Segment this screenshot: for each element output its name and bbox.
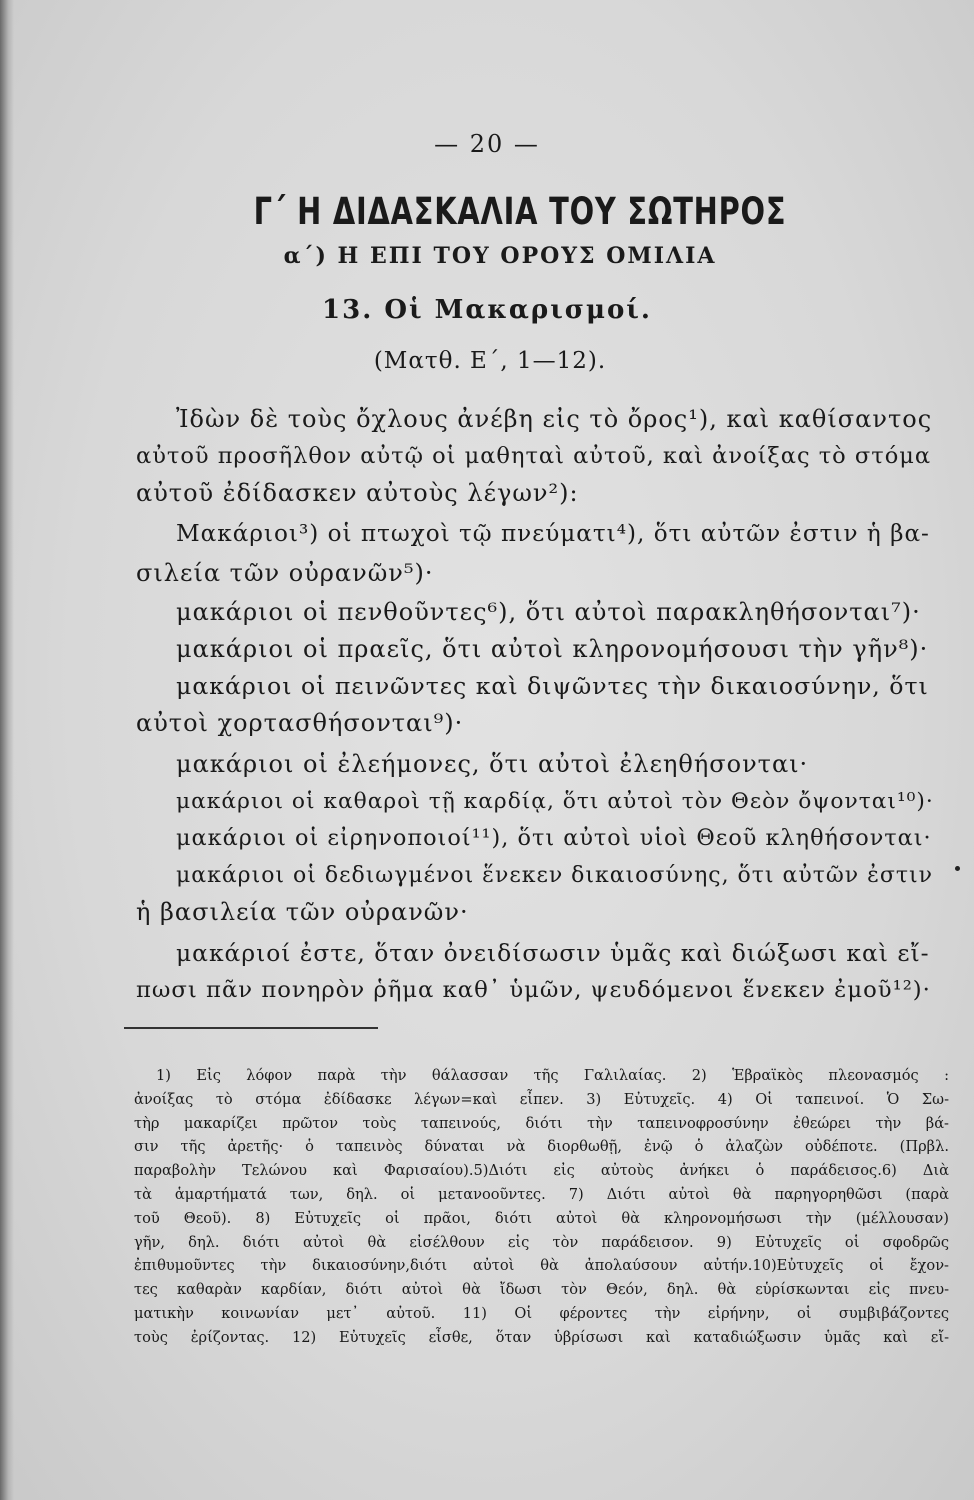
- body-line: Ἰδὼν δὲ τοὺς ὄχλους ἀνέβη εἰς τὸ ὄρος¹), καὶ καθίσαντος: [176, 405, 933, 433]
- body-line: μακάριοί ἐστε, ὅταν ὀνειδίσωσιν ὑμᾶς καὶ διώξωσι καὶ εἴ-: [176, 939, 930, 967]
- body-text: [136, 402, 936, 1008]
- lesson-title: 13. Οἱ Μακαρισμοί.: [322, 295, 652, 325]
- body-line: μακάριοι οἱ πενθοῦντες⁶), ὅτι αὐτοὶ παρακληθήσονται⁷)·: [176, 598, 921, 626]
- body-line: μακάριοι οἱ δεδιωγμένοι ἕνεκεν δικαιοσύνης, ὅτι αὐτῶν ἐστιν: [176, 863, 934, 888]
- footnote-line: τοῦ Θεοῦ). 8) Εὐτυχεῖς οἱ πρᾶοι, διότι αὐτοὶ θὰ κληρονομήσωσι τὴν (μέλλουσαν): [134, 1209, 949, 1227]
- footnote-line: τὴρ μακαρίζει πρῶτον τοὺς ταπεινούς, διότι τὴν ταπεινοφροσύνην ἐθεώρει τὴν βά-: [134, 1114, 949, 1132]
- body-line: μακάριοι οἱ εἰρηνοποιοί¹¹), ὅτι αὐτοὶ υἱοὶ Θεοῦ κληθήσονται·: [176, 825, 932, 851]
- body-line: αὐτοὶ χορτασθήσονται⁹)·: [136, 709, 464, 737]
- footnotes: [134, 1064, 949, 1350]
- body-line: αὐτοῦ προσῆλθον αὐτῷ οἱ μαθηταὶ αὐτοῦ, καὶ ἀνοίξας τὸ στόμα: [136, 443, 932, 469]
- footnote-line: ἀνοίξας τὸ στόμα ἐδίδασκε λέγων=καὶ εἶπεν. 3) Εὐτυχεῖς. 4) Οἱ ταπεινοί. Ὁ Σω-: [134, 1090, 949, 1108]
- footnote-rule: [124, 1027, 378, 1029]
- scripture-reference: (Ματθ. Ε΄, 1—12).: [373, 348, 607, 374]
- page-number: — 20 —: [434, 130, 540, 158]
- footnote-line: γῆν, δηλ. διότι αὐτοὶ θὰ εἰσέλθουν εἰς τὸν παράδεισον. 9) Εὐτυχεῖς οἱ σφοδρῶς: [134, 1233, 949, 1251]
- footnote-line: τὰ ἁμαρτήματά των, δηλ. οἱ μετανοοῦντες. 7) Διότι αὐτοὶ θὰ παρηγορηθῶσι (παρὰ: [134, 1185, 949, 1203]
- body-line: μακάριοι οἱ καθαροὶ τῇ καρδίᾳ, ὅτι αὐτοὶ τὸν Θεὸν ὄψονται¹⁰)·: [176, 789, 934, 814]
- ink-speck: [955, 866, 960, 871]
- footnote-line: 1) Εἰς λόφον παρὰ τὴν θάλασσαν τῆς Γαλιλαίας. 2) Ἑβραϊκὸς πλεονασμός :: [156, 1067, 949, 1084]
- body-line: μακάριοι οἱ ἐλεήμονες, ὅτι αὐτοὶ ἐλεηθήσονται·: [176, 750, 809, 778]
- footnote-line: τες καθαρὰν καρδίαν, διότι αὐτοὶ θὰ ἴδωσι τὸν Θεόν, δηλ. θὰ εὑρίσκωνται εἰς πνευ-: [134, 1281, 949, 1299]
- body-line: μακάριοι οἱ πεινῶντες καὶ διψῶντες τὴν δικαιοσύνην, ὅτι: [176, 672, 929, 700]
- body-line: σιλεία τῶν οὐρανῶν⁵)·: [136, 559, 434, 587]
- body-line: αὐτοῦ ἐδίδασκεν αὐτοὺς λέγων²):: [136, 479, 579, 507]
- body-line: Μακάριοι³) οἱ πτωχοὶ τῷ πνεύματι⁴), ὅτι αὐτῶν ἐστιν ἡ βα-: [176, 521, 930, 547]
- page-edge-shadow: [0, 0, 14, 1500]
- footnote-line: τοὺς ἐρίζοντας. 12) Εὐτυχεῖς εἶσθε, ὅταν ὑβρίσωσι καὶ καταδιώξωσιν ὑμᾶς καὶ εἴ-: [134, 1328, 949, 1346]
- body-line: μακάριοι οἱ πραεῖς, ὅτι αὐτοὶ κληρονομήσουσι τὴν γῆν⁸)·: [176, 635, 929, 663]
- footnote-line: σιν τῆς ἀρετῆς· ὁ ταπεινὸς δύναται νὰ διορθωθῇ, ἐνῷ ὁ ἀλαζὼν οὐδέποτε. (Πρβλ.: [134, 1138, 949, 1156]
- footnote-line: παραβολὴν Τελώνου καὶ Φαρισαίου).5)Διότι εἰς αὐτοὺς ἀνήκει ὁ παράδεισος.6) Διὰ: [134, 1162, 949, 1180]
- body-line: πωσι πᾶν πονηρὸν ῥῆμα καθ᾽ ὑμῶν, ψευδόμενοι ἕνεκεν ἐμοῦ¹²)·: [136, 977, 931, 1003]
- body-line: ἡ βασιλεία τῶν οὐρανῶν·: [136, 898, 469, 926]
- footnote-line: ἐπιθυμοῦντες τὴν δικαιοσύνην,διότι αὐτοὶ θὰ ἀπολαύσουν αὐτήν.10)Εὐτυχεῖς οἱ ἔχον-: [134, 1257, 949, 1275]
- footnote-line: ματικὴν κοινωνίαν μετ᾽ αὐτοῦ. 11) Οἱ φέροντες τὴν εἰρήνην, οἱ συμβιβάζοντες: [134, 1304, 949, 1322]
- subsection-title: α΄) Η ΕΠΙ ΤΟΥ ΟΡΟΥΣ ΟΜΙΛΙΑ: [283, 243, 717, 269]
- section-title: Γ΄ Η ΔΙΔΑΣΚΑΛΙΑ ΤΟΥ ΣΩΤΗΡΟΣ: [253, 190, 787, 233]
